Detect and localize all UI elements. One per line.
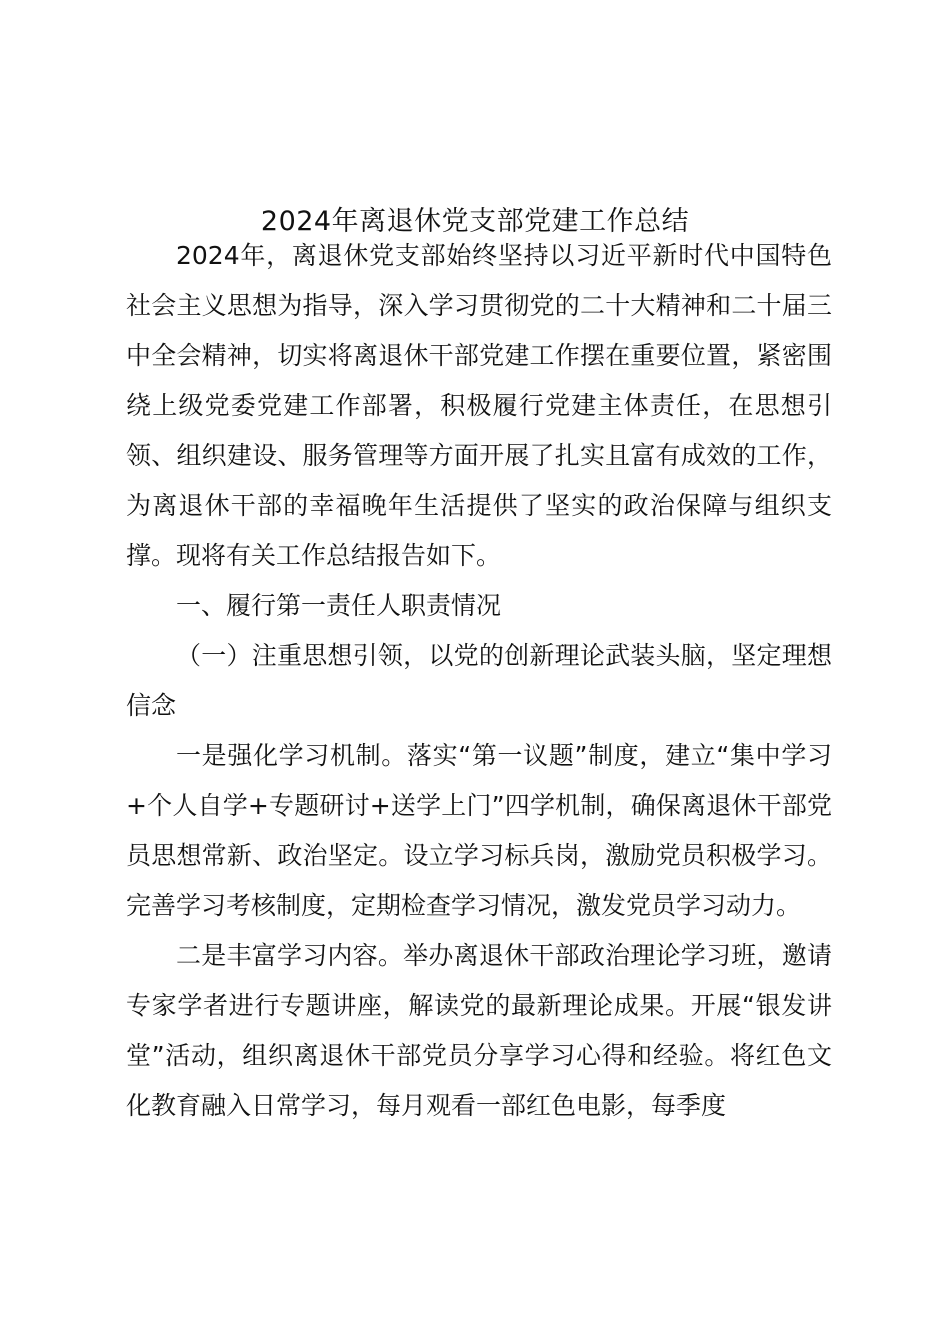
document-title: 2024年离退休党支部党建工作总结 [260, 206, 690, 238]
paragraph-study-mechanism: 一是强化学习机制。落实“第一议题”制度，建立“集中学习+个人自学+专题研讨+送学上门”四学机制，确保离退休干部党员思想常新、政治坚定。设立学习标兵岗，激励党员积极学习。完善学习考核制度，定期检查学习情况，激发党员学习动力。 [126, 741, 832, 920]
intro-paragraph: 2024年，离退休党支部始终坚持以习近平新时代中国特色社会主义思想为指导，深入学习贯彻党的二十大精神和二十届三中全会精神，切实将离退休干部党建工作摆在重要位置，紧密围绕上级党委党建工作部署，积极履行党建主体责任，在思想引领、组织建设、服务管理等方面开展了扎实且富有成效的工作，为离退休干部的幸福晚年生活提供了坚实的政治保障与组织支撑。现将有关工作总结报告如下。 [126, 241, 832, 570]
paragraph-study-content: 二是丰富学习内容。举办离退休干部政治理论学习班，邀请专家学者进行专题讲座，解读党的最新理论成果。开展“银发讲堂”活动，组织离退休干部党员分享学习心得和经验。将红色文化教育融入日常学习，每月观看一部红色电影，每季度 [126, 941, 832, 1120]
document-body [126, 231, 832, 1131]
section-heading: 一、履行第一责任人职责情况 [176, 591, 502, 620]
subsection-heading: （一）注重思想引领，以党的创新理论武装头脑，坚定理想信念 [126, 641, 832, 720]
